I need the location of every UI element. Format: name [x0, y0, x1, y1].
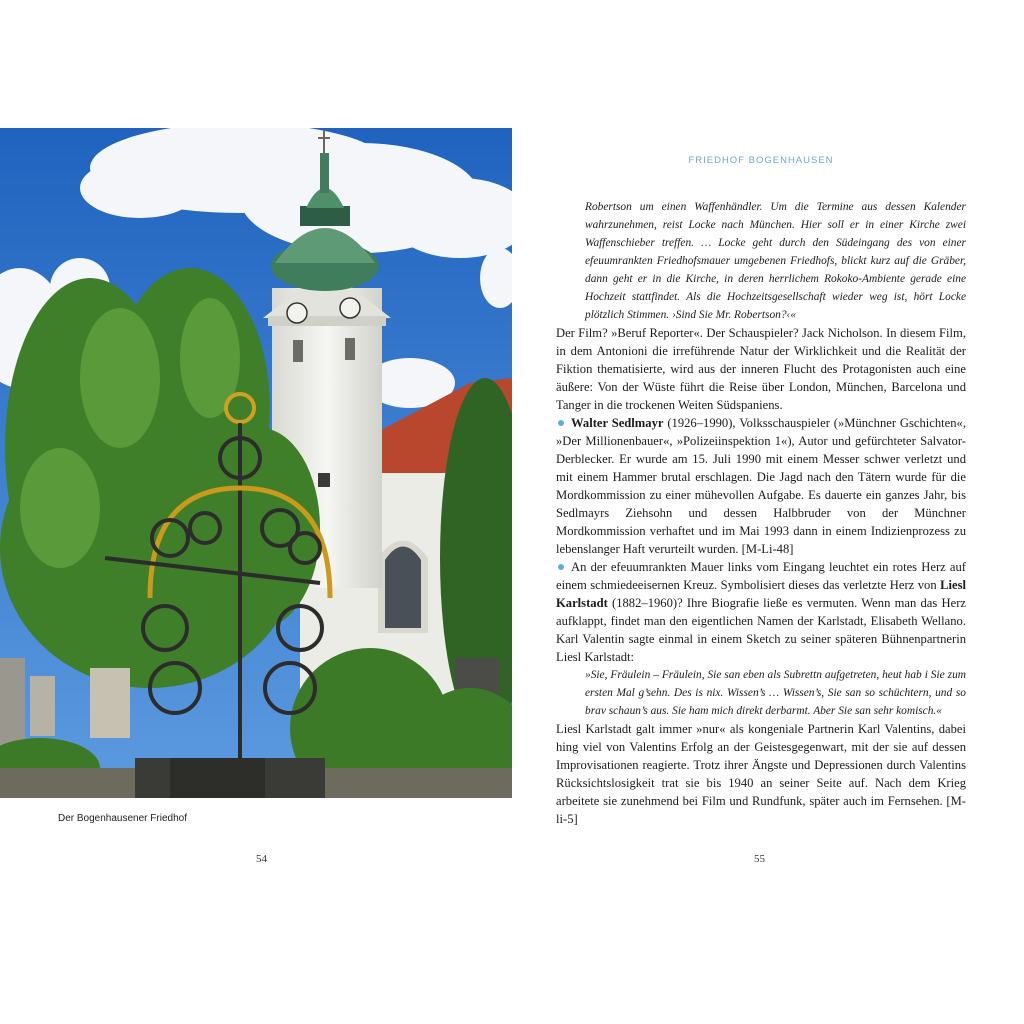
paragraph-1: Der Film? »Beruf Reporter«. Der Schauspieler? Jack Nicholson. In diesem Film, in dem Antonioni die irreführende Natur der Wirklichkeit und die Realität der Fiktion thematisierte, wird aus der inneren Flucht des Protagonisten auch eine äußere: Von der Wüste führt die Reise über London, München, Barcelona und Tanger in die trockenen Weiten Südspaniens.	[556, 326, 966, 412]
page-number-right: 55	[754, 853, 765, 865]
body-text	[556, 198, 966, 828]
entry-name: Liesl Karlstadt	[556, 578, 966, 610]
bullet-icon	[558, 420, 564, 426]
entry-text: (1882–1960)? Ihre Biografie ließe es vermuten. Wenn man das Herz aufklappt, findet man den eigentlichen Namen der Karlstadt, Elisabeth Wellano. Karl Valentin sagte einmal in einem Sketch zu seiner späteren Bühnenpartnerin Liesl Karlstadt:	[556, 596, 966, 664]
cemetery-photo	[0, 128, 512, 798]
bullet-icon	[558, 564, 564, 570]
entry-text: (1926–1990), Volksschauspieler (»Münchner Gschichten«, »Der Millionenbauer«, »Polizeiinspektion 1«), Autor und gefürchteter Salvator-Derblecker. Er wurde am 15. Juli 1990 mit einem Messer schwer verletzt und mit einem Hammer brutal erschlagen. Die Jagd nach den Tätern wurde für die Mordkommission zu einer mühevollen Aufgabe. Es dauerte ein ganzes Jahr, bis Sedlmayrs Ziehsohn und dessen Halbbruder von der Münchner Mordkommission verhaftet und im Mai 1993 dann in einem Indizienprozess zu lebenslanger Haft verurteilt wurden. [M-Li-48]	[556, 416, 966, 556]
entry-name: Walter Sedlmayr	[571, 416, 664, 430]
entry-walter-sedlmayr	[556, 414, 966, 558]
block-quote-2: »Sie, Fräulein – Fräulein, Sie san eben als Subrettn aufgetreten, heut hab i Sie zum ersten Mal g’sehn. Des is nix. Wissen’s … Wissen’s, Sie san so schüchtern, und so brav schaun’s aus. Sie ham mich direkt derbarmt. Aber Sie san sehr komisch.«	[585, 669, 966, 717]
entry-liesl-karlstadt	[556, 558, 966, 666]
entry-intro: An der efeuumrankten Mauer links vom Eingang leuchtet ein rotes Herz auf einem schmiedeeisernen Kreuz. Symbolisiert dieses das verletzte Herz von	[556, 560, 966, 592]
page-number-left: 54	[256, 853, 267, 865]
paragraph-2: Liesl Karlstadt galt immer »nur« als kongeniale Partnerin Karl Valentins, dabei hing viel von Valentins Erfolg an der Geistesgegenwart, mit der sie auf dessen Improvisationen reagierte. Trotz ihrer Ängste und Depressionen durch Valentins Rücksichtslosigkeit trat sie bis 1940 an seiner Seite auf. Nach dem Krieg arbeitete sie zunehmend bei Film und Rundfunk, später auch im Fernsehen. [M-li-5]	[556, 722, 966, 826]
block-quote-1: Robertson um einen Waffenhändler. Um die Termine aus dessen Kalender wahrzunehmen, reist Locke nach München. Hier soll er in einer Kirche zwei Waffenschieber treffen. … Locke geht durch den Südeingang des von einer efeuumrankten Friedhofsmauer umgebenen Friedhofs, blickt kurz auf die Gräber, dann geht er in die Kirche, in deren herrlichem Rokoko-Ambiente gerade eine Hochzeit stattfindet. Als die Hochzeitsgesellschaft wieder weg ist, hört Locke plötzlich Stimmen. ›Sind Sie Mr. Robertson?‹«	[585, 201, 966, 321]
photo-caption: Der Bogenhausener Friedhof	[58, 813, 187, 824]
running-head: FRIEDHOF BOGENHAUSEN	[688, 155, 834, 166]
